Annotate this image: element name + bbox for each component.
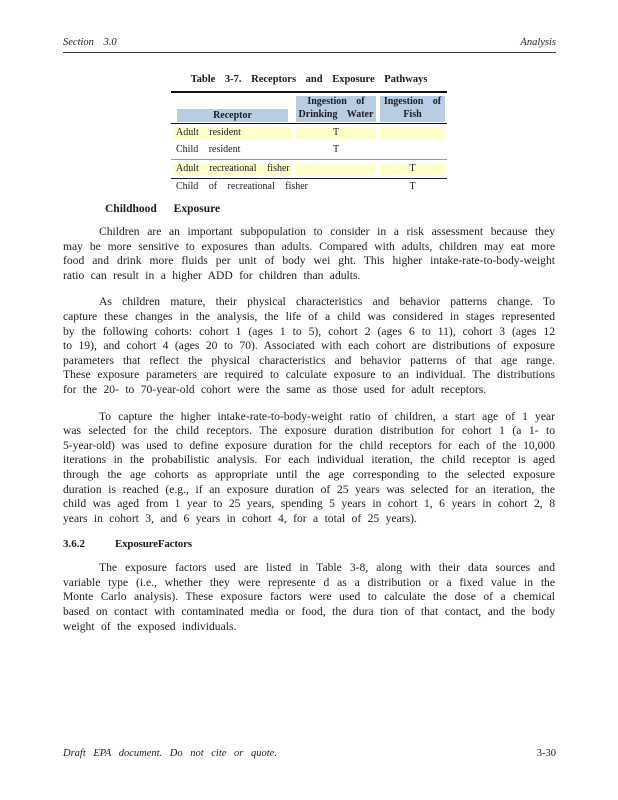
drinking-water-cell [296,163,376,176]
table-row-adult-resident [171,124,447,142]
fish-cell: T [380,163,445,176]
column-header-fish-label: Ingestion of Fish [380,96,445,122]
paragraph-children-mature-cohorts: As children mature, their physical characteristics and behavior patterns change. To capture these changes in the analysis, the life of a child was considered in stages represented by the following cohorts: cohort 1 (ages 1 to 5), cohort 2 (ages 6 to 11), cohort 3 (ages 12 to 19), and cohort 4 (ages 20 to 70). Associated with each cohort are distributions of exposure parameters that reflect the physical characteristics and behavior patterns of that age range. These exposure parameters are required to calculate exposure to an individual. The distributions for the 20- to 70-year-old cohort were the same as those used for adult receptors. [63,295,555,396]
paragraph-start-age-duration: To capture the higher intake-rate-to-body-weight ratio of children, a start age of 1 year was selected for the child receptors. The exposure duration distribution for cohort 1 (a 1- to 5-year-old) was used to define exposure duration for the child receptors for each of the 10,000 iterations in the probabilistic analysis. For each individual iteration, the child receptor is aged through the age cohorts as appropriate until the age corresponding to the selected exposure duration is reached (e.g., if an exposure duration of 25 years was selected for an iteration, the child was aged from 1 year to 25 years, spending 5 years in cohort 1, 6 years in cohort 2, 8 years in cohort 3, and 6 years in cohort 4, for a total of 25 years). [63,409,555,525]
page-footer [63,748,556,759]
receptor-cell: Child resident [176,144,241,155]
table-title: Table 3-7. Receptors and Exposure Pathways [190,74,428,85]
column-header-drinking-water [294,95,378,123]
column-header-drinking-water-label: Ingestion of Drinking Water [296,96,376,122]
header-section-label: Section 3.0 [63,37,117,48]
fish-cell [380,144,445,157]
column-header-receptor-label: Receptor [177,109,288,122]
fish-cell: T [409,181,416,192]
fish-cell [380,127,445,140]
page-header [63,37,556,53]
page-number: 3-30 [536,748,556,759]
column-header-fish [378,95,447,123]
footer-draft-notice: Draft EPA document. Do not cite or quote. [63,748,277,759]
receptor-cell: Adult resident [173,127,292,140]
header-analysis-label: Analysis [520,37,556,48]
section-362-heading [63,538,555,550]
receptors-table [171,91,447,196]
drinking-water-cell [296,181,376,194]
table-row-adult-recreational-fisher [171,159,447,178]
receptor-cell: Adult recreational fisher [173,163,292,176]
paragraph-exposure-factors: The exposure factors used are listed in Table 3-8, along with their data sources and variable type (i.e., whether they were represente d as a distribution or a fixed value in the Monte Carlo analysis). These exposure factors were used to calculate the dose of a chemical based on contact with contaminated media or food, the dura tion of that contact, and the body weight of the exposed individuals. [63,561,555,633]
section-number: 3.6.2 [63,538,85,551]
table-row-child-of-recreational-fisher [171,178,447,197]
table-row-child-resident [171,142,447,160]
receptor-cell: Child of recreational fisher [176,181,309,192]
section-title: ExposureFactors [115,538,192,551]
drinking-water-cell: T [332,144,340,155]
drinking-water-cell: T [296,127,376,140]
childhood-exposure-heading: Childhood Exposure [105,203,221,215]
body-content [63,203,555,646]
paragraph-children-subpopulation: Children are an important subpopulation to consider in a risk assessment because they may be more sensitive to exposures than adults. Compared with adults, children may eat more food and drink more fluids per unit of body wei ght. This higher intake-rate-to-body-weight ratio can result in a higher ADD for children than adults. [63,225,555,282]
column-header-receptor [171,95,294,123]
table-header-row [171,93,447,124]
